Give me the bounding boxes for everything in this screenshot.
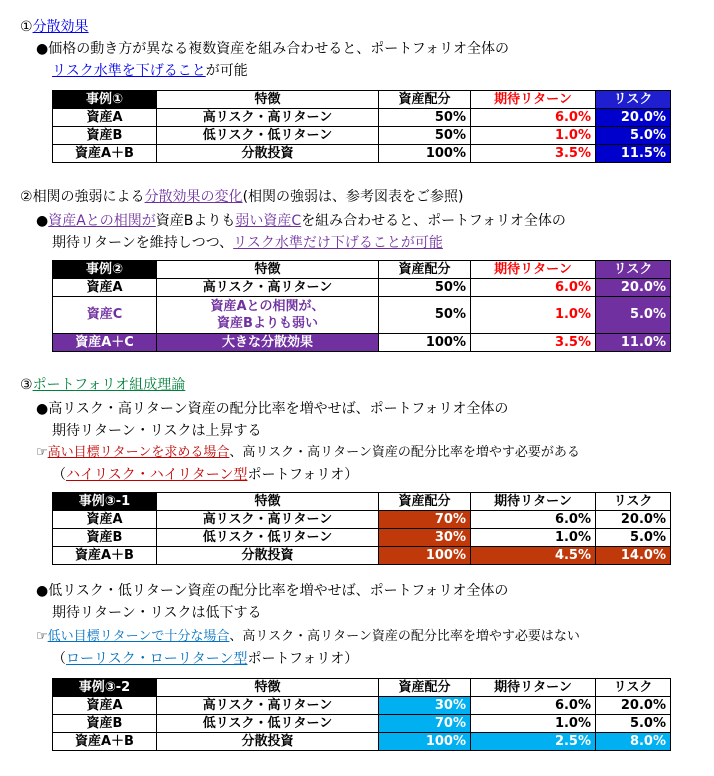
case2-return: 1.0% bbox=[471, 297, 596, 334]
case2-feature: 高リスク・高リターン bbox=[157, 279, 379, 297]
section1-title: 分散効果 bbox=[32, 19, 89, 35]
section3-title: ポートフォリオ組成理論 bbox=[32, 377, 186, 393]
table-row bbox=[53, 547, 671, 565]
case3-1-return: 6.0% bbox=[471, 511, 596, 529]
section3-bullet1-line1: ●高リスク・高リターン資産の配分比率を増やせば、ポートフォリオ全体の bbox=[36, 401, 509, 417]
section3-bullet2-line1: ●低リスク・低リターン資産の配分比率を増やせば、ポートフォリオ全体の bbox=[36, 583, 509, 599]
case1-header-case: 事例① bbox=[53, 91, 157, 109]
section3-pointer1-line1 bbox=[36, 444, 580, 462]
section3-pointer1-text: 、高リスク・高リターン資産の配分比率を増やす必要がある bbox=[229, 445, 580, 460]
case2-asset: 資産C bbox=[53, 297, 157, 334]
case2-return: 6.0% bbox=[471, 279, 596, 297]
table-row bbox=[53, 697, 671, 715]
case3-2-return: 2.5% bbox=[471, 733, 596, 751]
case3-1-feature: 低リスク・低リターン bbox=[157, 529, 379, 547]
case1-return: 3.5% bbox=[471, 145, 596, 163]
section2-bullet-line1 bbox=[36, 212, 566, 230]
case2-allocation: 100% bbox=[379, 334, 471, 352]
case3-2-feature: 低リスク・低リターン bbox=[157, 715, 379, 733]
case3-2-allocation: 30% bbox=[379, 697, 471, 715]
case1-feature: 分散投資 bbox=[157, 145, 379, 163]
case3-2-return: 6.0% bbox=[471, 697, 596, 715]
section2-highlight2: 弱い資産C bbox=[235, 213, 302, 229]
case2-risk: 11.0% bbox=[596, 334, 671, 352]
case1-allocation: 50% bbox=[379, 127, 471, 145]
case3-2-header-case: 事例③-2 bbox=[53, 679, 157, 697]
section1-heading bbox=[20, 18, 89, 36]
case2-header-allocation: 資産配分 bbox=[379, 261, 471, 279]
section1-bullet-line2 bbox=[52, 62, 248, 80]
case3-2-table bbox=[52, 678, 671, 751]
section2-number: ② bbox=[20, 189, 33, 205]
section2-bullet-line2 bbox=[52, 234, 443, 252]
case3-2-risk: 20.0% bbox=[596, 697, 671, 715]
section3-pointer2-line2 bbox=[52, 650, 358, 668]
case2-feature-line2: 資産Bよりも弱い bbox=[217, 316, 318, 331]
section3-pointer1-type: ハイリスク・ハイリターン型 bbox=[66, 467, 248, 483]
section2-text2: を組み合わせると、ポートフォリオ全体の bbox=[301, 213, 566, 229]
case3-1-allocation: 100% bbox=[379, 547, 471, 565]
section2-highlight3: リスク水準だけ下げることが可能 bbox=[233, 235, 443, 251]
case2-allocation: 50% bbox=[379, 279, 471, 297]
table-row bbox=[53, 334, 671, 352]
section2-heading bbox=[20, 188, 464, 206]
case1-risk: 5.0% bbox=[596, 127, 671, 145]
section3-pointer1-highlight: 高い目標リターンを求める場合 bbox=[47, 445, 230, 460]
case1-feature: 高リスク・高リターン bbox=[157, 109, 379, 127]
case3-2-feature: 分散投資 bbox=[157, 733, 379, 751]
case2-risk: 5.0% bbox=[596, 297, 671, 334]
section3-pointer2-tail: ポートフォリオ） bbox=[247, 651, 359, 667]
case2-header-risk: リスク bbox=[596, 261, 671, 279]
case2-feature-line1: 資産Aとの相関が、 bbox=[210, 299, 325, 314]
case3-2-asset: 資産A bbox=[53, 697, 157, 715]
case3-1-header-risk: リスク bbox=[596, 493, 671, 511]
case2-header-case: 事例② bbox=[53, 261, 157, 279]
case1-header-risk: リスク bbox=[596, 91, 671, 109]
case3-1-header-case: 事例③-1 bbox=[53, 493, 157, 511]
section1-bullet-line1: ●価格の動き方が異なる複数資産を組み合わせると、ポートフォリオ全体の bbox=[36, 41, 509, 57]
case3-1-risk: 5.0% bbox=[596, 529, 671, 547]
case3-1-risk: 20.0% bbox=[596, 511, 671, 529]
case1-header-allocation: 資産配分 bbox=[379, 91, 471, 109]
case3-1-asset: 資産A＋B bbox=[53, 547, 157, 565]
case3-2-header-risk: リスク bbox=[596, 679, 671, 697]
case3-2-risk: 8.0% bbox=[596, 733, 671, 751]
section3-pointer2-type: ローリスク・ローリターン型 bbox=[66, 651, 248, 667]
table-row bbox=[53, 297, 671, 334]
table-row bbox=[53, 279, 671, 297]
case1-feature: 低リスク・低リターン bbox=[157, 127, 379, 145]
table-row bbox=[53, 145, 671, 163]
case1-header-feature: 特徴 bbox=[157, 91, 379, 109]
case2-table bbox=[52, 260, 671, 352]
section3-pointer1-line2 bbox=[52, 466, 358, 484]
section2-title-highlight: 分散効果の変化 bbox=[144, 189, 243, 205]
case1-allocation: 50% bbox=[379, 109, 471, 127]
table-row bbox=[53, 109, 671, 127]
table-row bbox=[53, 529, 671, 547]
case3-1-header-feature: 特徴 bbox=[157, 493, 379, 511]
section2-title-a: 相関の強弱による bbox=[32, 189, 145, 205]
case1-risk: 20.0% bbox=[596, 109, 671, 127]
case3-2-risk: 5.0% bbox=[596, 715, 671, 733]
pointing-hand-icon: ☞ bbox=[36, 445, 48, 460]
case3-1-return: 1.0% bbox=[471, 529, 596, 547]
case3-1-return: 4.5% bbox=[471, 547, 596, 565]
section3-pointer2-text: 、高リスク・高リターン資産の配分比率を増やす必要はない bbox=[229, 629, 580, 644]
section3-heading bbox=[20, 376, 185, 394]
case3-2-header-allocation: 資産配分 bbox=[379, 679, 471, 697]
case1-risk: 11.5% bbox=[596, 145, 671, 163]
case3-2-allocation: 70% bbox=[379, 715, 471, 733]
section2-title-note: (相関の強弱は、参考図表をご参照) bbox=[242, 189, 464, 205]
case2-risk: 20.0% bbox=[596, 279, 671, 297]
case1-allocation: 100% bbox=[379, 145, 471, 163]
case3-2-asset: 資産A＋B bbox=[53, 733, 157, 751]
bullet-icon: ● bbox=[36, 213, 49, 229]
case3-1-feature: 高リスク・高リターン bbox=[157, 511, 379, 529]
section2-text3: 期待リターンを維持しつつ、 bbox=[52, 235, 234, 251]
case3-2-header-feature: 特徴 bbox=[157, 679, 379, 697]
case1-asset: 資産A＋B bbox=[53, 145, 157, 163]
case2-asset: 資産A bbox=[53, 279, 157, 297]
case3-2-header-return: 期待リターン bbox=[471, 679, 596, 697]
section3-bullet1-line2: 期待リターン・リスクは上昇する bbox=[52, 423, 262, 439]
case2-header-return: 期待リターン bbox=[471, 261, 596, 279]
case3-1-asset: 資産B bbox=[53, 529, 157, 547]
paren-open: （ bbox=[52, 651, 66, 667]
case2-feature bbox=[157, 297, 379, 334]
case3-2-allocation: 100% bbox=[379, 733, 471, 751]
table-row bbox=[53, 715, 671, 733]
case1-asset: 資産B bbox=[53, 127, 157, 145]
case1-table bbox=[52, 90, 671, 163]
case3-1-asset: 資産A bbox=[53, 511, 157, 529]
section3-bullet2-line2: 期待リターン・リスクは低下する bbox=[52, 605, 262, 621]
case3-1-header-return: 期待リターン bbox=[471, 493, 596, 511]
case3-1-table bbox=[52, 492, 671, 565]
case1-return: 1.0% bbox=[471, 127, 596, 145]
case3-1-risk: 14.0% bbox=[596, 547, 671, 565]
case2-feature: 大きな分散効果 bbox=[157, 334, 379, 352]
case3-2-return: 1.0% bbox=[471, 715, 596, 733]
case1-header-return: 期待リターン bbox=[471, 91, 596, 109]
section1-highlight: リスク水準を下げること bbox=[52, 63, 206, 79]
section2-text1: 資産Bよりも bbox=[155, 213, 236, 229]
section3-pointer1-tail: ポートフォリオ） bbox=[247, 467, 359, 483]
section3-pointer2-highlight: 低い目標リターンで十分な場合 bbox=[47, 629, 230, 644]
case3-2-feature: 高リスク・高リターン bbox=[157, 697, 379, 715]
case2-asset: 資産A＋C bbox=[53, 334, 157, 352]
paren-open: （ bbox=[52, 467, 66, 483]
case3-1-feature: 分散投資 bbox=[157, 547, 379, 565]
case2-header-feature: 特徴 bbox=[157, 261, 379, 279]
case2-allocation: 50% bbox=[379, 297, 471, 334]
section1-bullet-rest: が可能 bbox=[205, 63, 248, 79]
section2-highlight1: 資産Aとの相関が bbox=[48, 213, 156, 229]
case3-1-allocation: 30% bbox=[379, 529, 471, 547]
case3-1-allocation: 70% bbox=[379, 511, 471, 529]
table-row bbox=[53, 127, 671, 145]
pointing-hand-icon: ☞ bbox=[36, 629, 48, 644]
table-row bbox=[53, 733, 671, 751]
section3-number: ③ bbox=[20, 377, 33, 393]
case2-return: 3.5% bbox=[471, 334, 596, 352]
case3-2-asset: 資産B bbox=[53, 715, 157, 733]
section3-pointer2-line1 bbox=[36, 628, 580, 646]
table-row bbox=[53, 511, 671, 529]
case3-1-header-allocation: 資産配分 bbox=[379, 493, 471, 511]
case1-return: 6.0% bbox=[471, 109, 596, 127]
case1-asset: 資産A bbox=[53, 109, 157, 127]
section1-number: ① bbox=[20, 19, 33, 35]
